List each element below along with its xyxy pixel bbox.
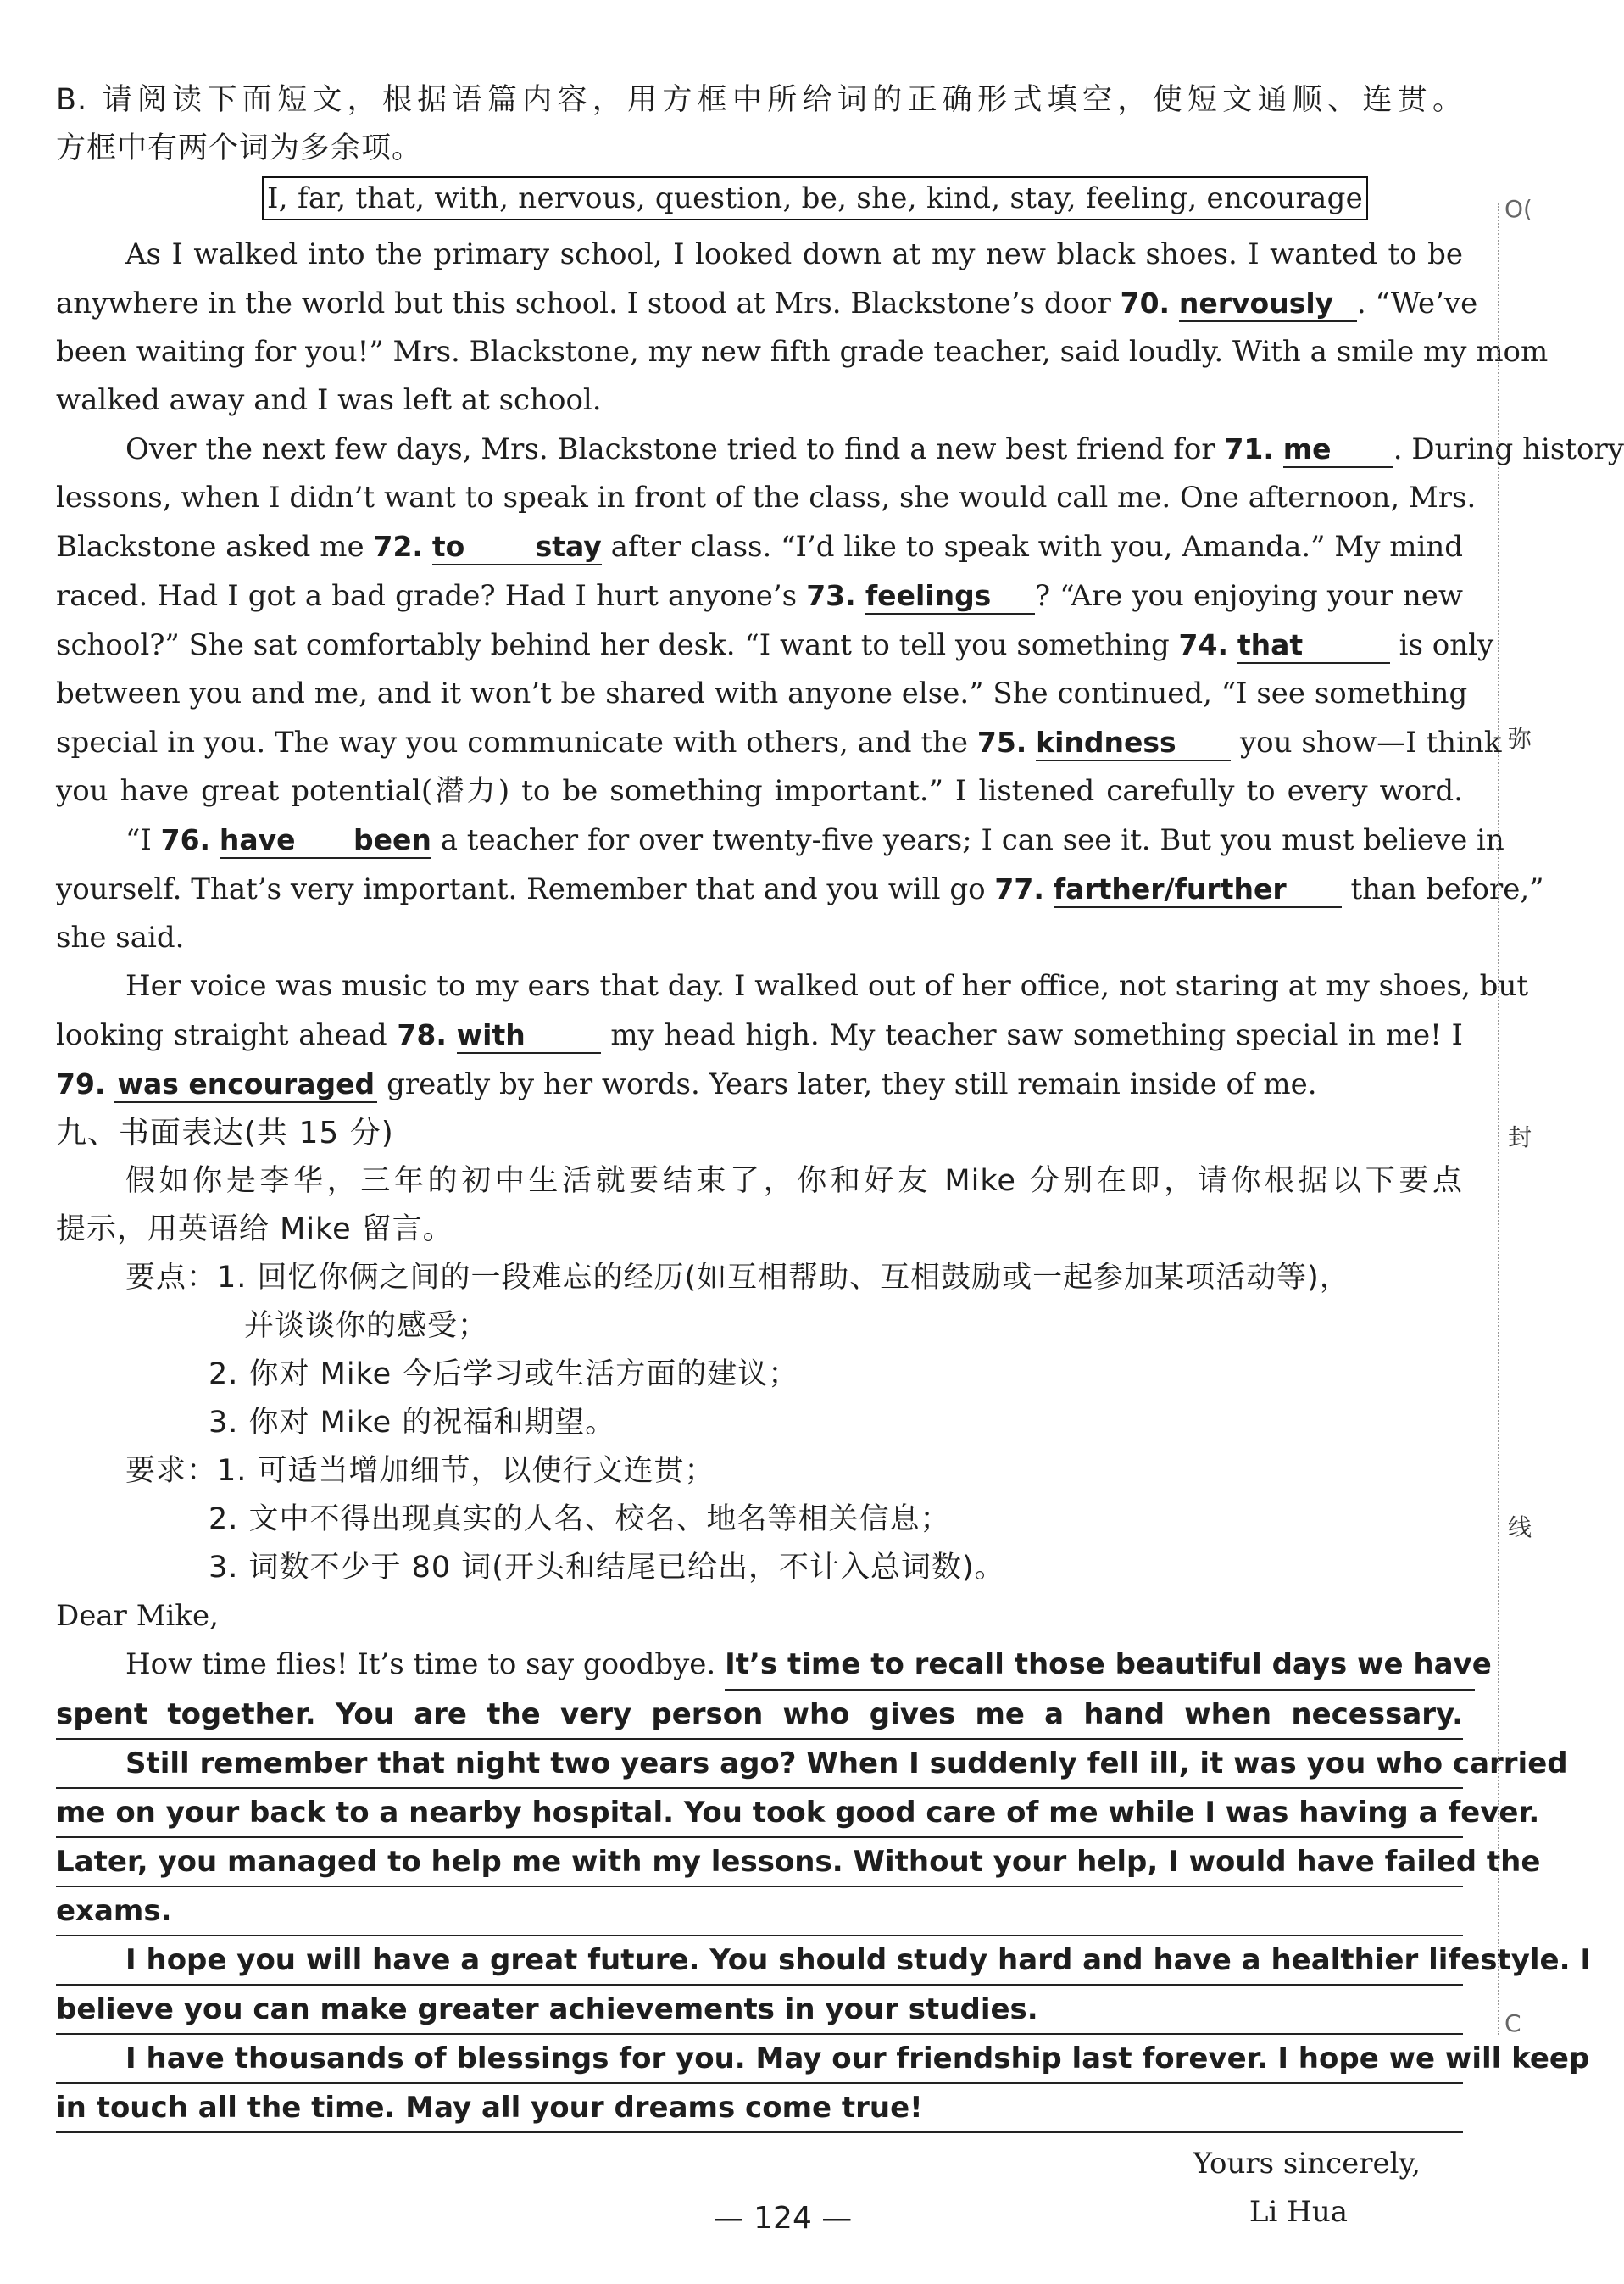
passage-line: Her voice was music to my ears that day. I walked out of her office, not staring at my shoes, but [125, 969, 1529, 1003]
exam-page [56, 76, 1624, 2237]
salutation: Dear Mike, [56, 1599, 219, 1633]
passage-line: raced. Had I got a bad grade? Had I hurt anyone’s 73. feelings ? “Are you enjoying your new [56, 579, 1463, 613]
model-answer-line: exams. [56, 1887, 1463, 1936]
model-answer-line: spent together. You are the very person who gives me a hand when necessary. [56, 1691, 1463, 1740]
prompt-line: 假如你是李华，三年的初中生活就要结束了，你和好友 Mike 分别在即，请你根据以下要点 [125, 1164, 1463, 1198]
margin-char: 封 [1508, 1123, 1532, 1151]
blank-number: 75. [976, 726, 1027, 759]
section-heading: 九、书面表达(共 15 分) [56, 1116, 394, 1150]
model-answer-line: in touch all the time. May all your dreams come true! [56, 2084, 1463, 2133]
model-answer-line: I have thousands of blessings for you. May our friendship last forever. I hope we will keep [56, 2035, 1463, 2084]
blank-number: 76. [160, 823, 211, 856]
letter-opening-line: How time flies! It’s time to say goodbye. It’s time to recall those beautiful days we have [56, 1641, 1463, 1691]
blank-number: 79. [56, 1067, 106, 1100]
instruction-line: B. 请阅读下面短文，根据语篇内容，用方框中所给词的正确形式填空，使短文通顺、连贯。 [56, 83, 1463, 117]
passage-line: special in you. The way you communicate with others, and the 75. kindness you show—I think [56, 726, 1502, 760]
margin-top-mark: O( [1504, 195, 1532, 223]
answer-blank-74: that [1237, 628, 1390, 664]
answer-blank-72: to stay [432, 530, 602, 565]
point-line: 要点：1. 回忆你俩之间的一段难忘的经历(如互相帮助、互相鼓励或一起参加某项活动等)， [125, 1261, 1350, 1295]
margin-char: 弥 [1508, 725, 1532, 753]
passage-line: Over the next few days, Mrs. Blackstone tried to find a new best friend for 71. me . During history [125, 432, 1624, 466]
model-answer-line: Later, you managed to help me with my lessons. Without your help, I would have failed the [56, 1838, 1463, 1887]
blank-number: 78. [397, 1018, 447, 1051]
point-line: 2. 你对 Mike 今后学习或生活方面的建议； [209, 1357, 799, 1391]
answer-blank-78: with [457, 1018, 601, 1054]
requirement-line: 要求：1. 可适当增加细节，以使行文连贯； [125, 1454, 715, 1488]
blank-number: 70. [1120, 287, 1171, 320]
answer-blank-79: was encouraged [114, 1067, 377, 1103]
model-answer-line: me on your back to a nearby hospital. You took good care of me while I was having a fever. [56, 1789, 1463, 1838]
passage-line: school?” She sat comfortably behind her desk. “I want to tell you something 74. that is only [56, 628, 1494, 662]
answer-blank-76: have been [220, 823, 431, 859]
blank-number: 74. [1178, 628, 1229, 661]
passage-line: anywhere in the world but this school. I stood at Mrs. Blackstone’s door 70. nervously . “We’ve [56, 287, 1478, 320]
point-line: 并谈谈你的感受； [244, 1309, 489, 1343]
passage-line: looking straight ahead 78. with my head high. My teacher saw something special in me! I [56, 1018, 1463, 1052]
signature: Li Hua [1249, 2195, 1348, 2229]
passage-line: walked away and I was left at school. [56, 383, 602, 417]
margin-bottom-mark: C [1504, 2009, 1521, 2037]
passage-line: yourself. That’s very important. Remember that and you will go 77. farther/further than before,” [56, 872, 1544, 906]
answer-blank-75: kindness [1036, 726, 1231, 761]
model-answer-line: Still remember that night two years ago? When I suddenly fell ill, it was you who carried [56, 1740, 1463, 1789]
passage-line: Blackstone asked me 72. to stay after class. “I’d like to speak with you, Amanda.” My mind [56, 530, 1464, 564]
blank-number: 71. [1224, 432, 1274, 465]
passage-line: lessons, when I didn’t want to speak in front of the class, she would call me. One afternoon, Mrs. [56, 481, 1477, 515]
requirement-line: 3. 词数不少于 80 词(开头和结尾已给出，不计入总词数)。 [209, 1551, 1005, 1585]
model-answer-line: It’s time to recall those beautiful days we have [725, 1641, 1475, 1691]
passage-line: you have great potential(潜力) to be something important.” I listened carefully to every word. [56, 774, 1463, 808]
passage-line: between you and me, and it won’t be shared with anyone else.” She continued, “I see something [56, 677, 1468, 710]
blank-number: 73. [806, 579, 856, 612]
blank-number: 72. [373, 530, 423, 563]
model-answer-line: believe you can make greater achievements in your studies. [56, 1986, 1463, 2035]
passage-line: As I walked into the primary school, I looked down at my new black shoes. I wanted to be [125, 237, 1463, 271]
model-answer-line: I hope you will have a great future. You should study hard and have a healthier lifestyle. I [56, 1936, 1463, 1986]
point-line: 3. 你对 Mike 的祝福和期望。 [209, 1406, 616, 1440]
answer-blank-73: feelings [865, 579, 1035, 615]
page-number: — 124 — [713, 2201, 853, 2236]
word-box: I, far, that, with, nervous, question, be, she, kind, stay, feeling, encourage [262, 176, 1368, 220]
blank-number: 77. [994, 872, 1044, 905]
passage-line: been waiting for you!” Mrs. Blackstone, my new fifth grade teacher, said loudly. With a smile my mom [56, 335, 1549, 369]
answer-blank-70: nervously [1179, 287, 1357, 322]
passage-line: 79. was encouraged greatly by her words. Years later, they still remain inside of me. [56, 1067, 1317, 1101]
binding-margin [1498, 195, 1532, 2037]
answer-blank-77: farther/further [1054, 872, 1342, 908]
answer-blank-71: me [1283, 432, 1393, 468]
passage-line: “I 76. have been a teacher for over twenty-five years; I can see it. But you must believe in [125, 823, 1504, 857]
requirement-line: 2. 文中不得出现真实的人名、校名、地名等相关信息； [209, 1502, 951, 1536]
passage-line: she said. [56, 921, 185, 955]
margin-char: 线 [1508, 1513, 1532, 1541]
closing: Yours sincerely, [1193, 2147, 1421, 2181]
instruction-line: 方框中有两个词为多余项。 [56, 131, 423, 165]
prompt-line: 提示，用英语给 Mike 留言。 [56, 1212, 453, 1246]
